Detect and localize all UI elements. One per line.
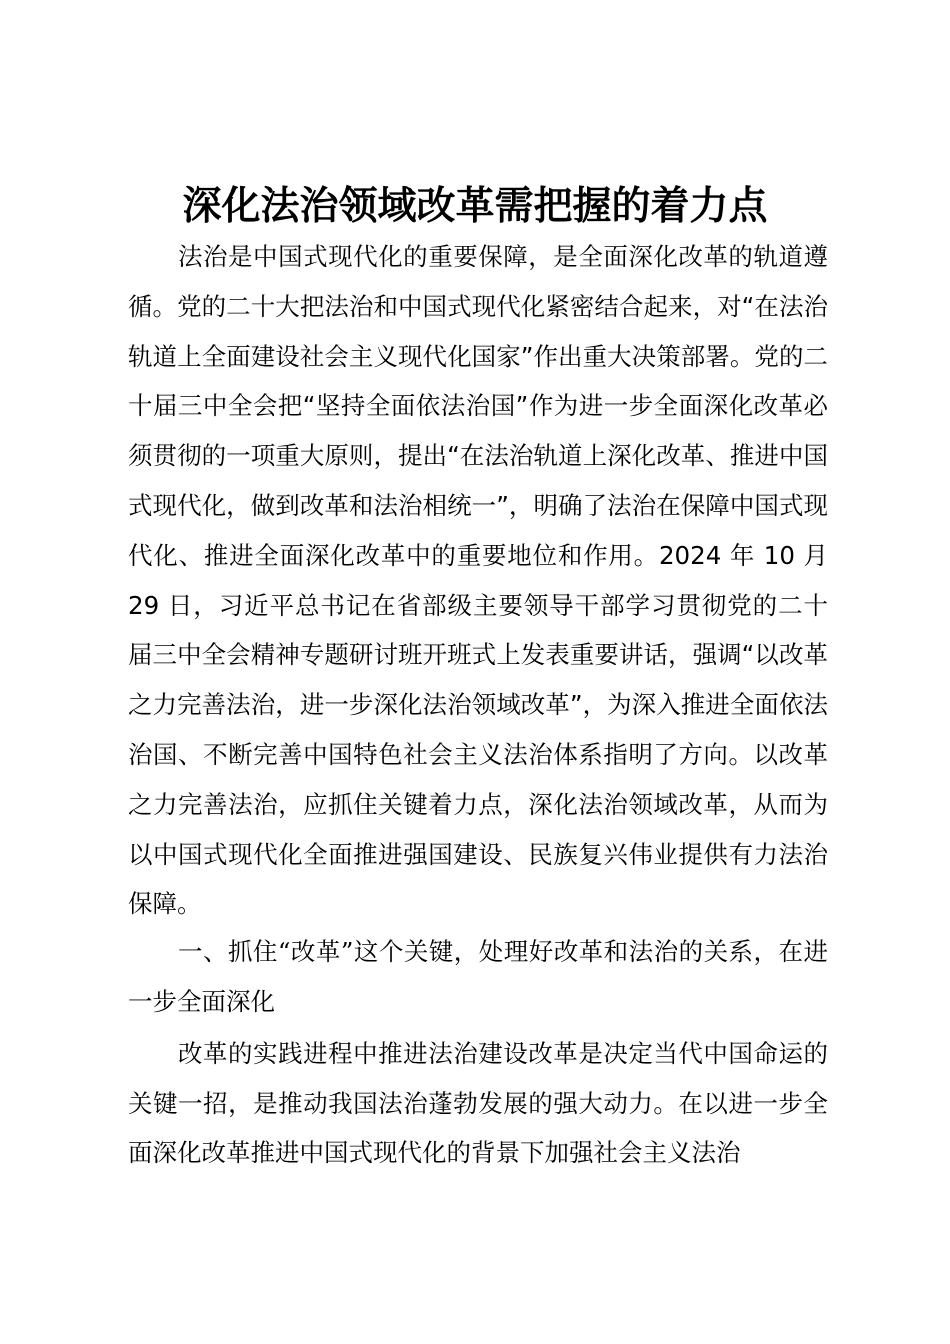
document-title: 深化法治领域改革需把握的着力点 — [182, 183, 768, 229]
section-heading: 一、抓住“改革”这个关键，处理好改革和法治的关系，在进一步全面深化 — [128, 937, 828, 1016]
section-paragraph: 改革的实践进程中推进法治建设改革是决定当代中国命运的关键一招，是推动我国法治蓬勃发展的强大动力。在以进一步全面深化改革推进中国式现代化的背景下加强社会主义法治 — [128, 1039, 828, 1167]
intro-paragraph: 法治是中国式现代化的重要保障，是全面深化改革的轨道遵循。党的二十大把法治和中国式现代化紧密结合起来，对“在法治轨道上全面建设社会主义现代化国家”作出重大决策部署。党的二十届三中全会把“坚持全面依法治国”作为进一步全面深化改革必须贯彻的一项重大原则，提出“在法治轨道上深化改革、推进中国式现代化，做到改革和法治相统一”，明确了法治在保障中国式现代化、推进全面深化改革中的重要地位和作用。2024 年 10 月 29 日，习近平总书记在省部级主要领导干部学习贯彻党的二十届三中全会精神专题研讨班开班式上发表重要讲话，强调“以改革之力完善法治，进一步深化法治领域改革”，为深入推进全面依法治国、不断完善中国特色社会主义法治体系指明了方向。以改革之力完善法治，应抓住关键着力点，深化法治领域改革，从而为以中国式现代化全面推进强国建设、民族复兴伟业提供有力法治保障。 — [128, 242, 828, 919]
